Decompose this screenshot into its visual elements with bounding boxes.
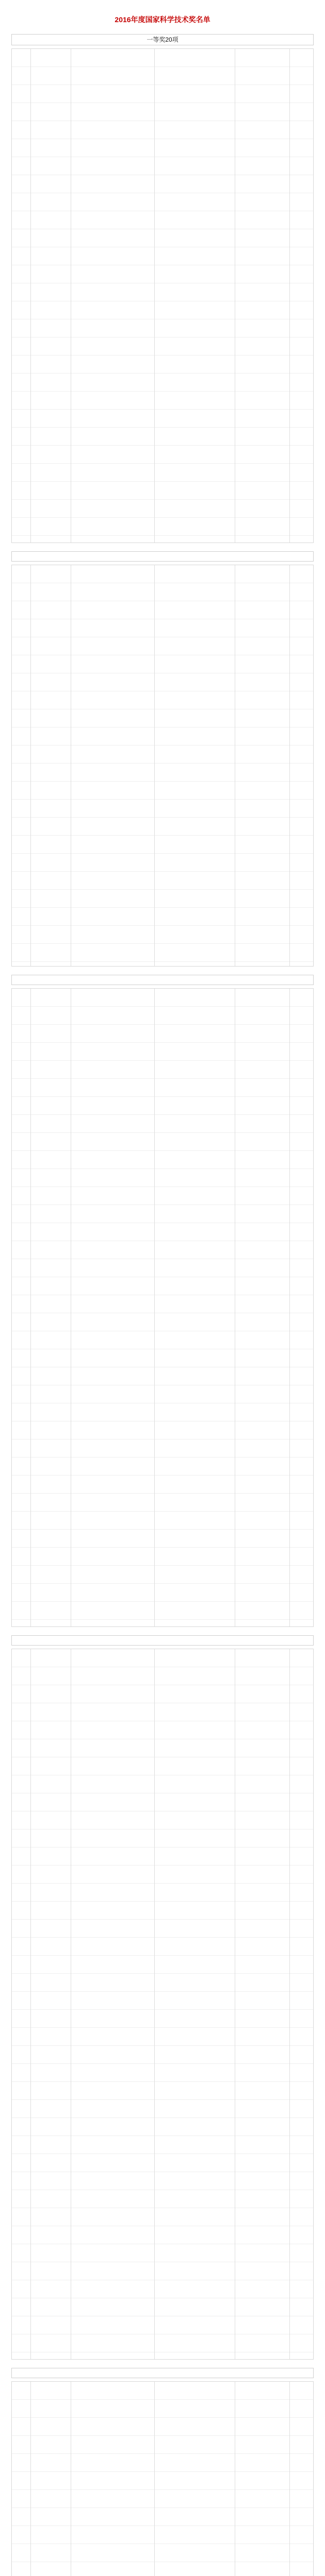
table-grid-5 xyxy=(12,2382,313,2576)
section-heading-2 xyxy=(11,551,314,562)
table-placeholder-2 xyxy=(11,565,314,967)
table-grid-2 xyxy=(12,565,313,966)
table-placeholder-3 xyxy=(11,988,314,1627)
table-grid-3 xyxy=(12,989,313,1626)
section-heading-1: 一等奖20项 xyxy=(11,34,314,45)
table-grid-4 xyxy=(12,1649,313,2359)
table-placeholder-4 xyxy=(11,1649,314,2360)
table-grid-1 xyxy=(12,49,313,543)
table-placeholder-1 xyxy=(11,48,314,543)
section-heading-3 xyxy=(11,975,314,985)
section-heading-4 xyxy=(11,1635,314,1646)
table-placeholder-5 xyxy=(11,2381,314,2576)
section-heading-5 xyxy=(11,2368,314,2378)
page-title: 2016年度国家科学技术奖名单 xyxy=(115,15,210,24)
